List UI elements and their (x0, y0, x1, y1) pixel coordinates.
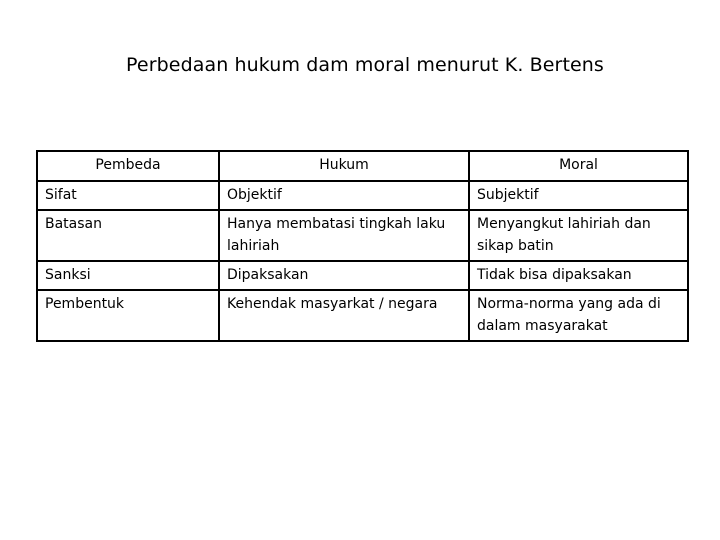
moral-cell: Tidak bisa dipaksakan (469, 261, 688, 290)
comparison-table (36, 150, 689, 342)
moral-cell: Norma-norma yang ada di dalam masyarakat (469, 290, 688, 341)
hukum-cell: Hanya membatasi tingkah laku lahiriah (219, 210, 469, 261)
hukum-cell: Objektif (219, 181, 469, 210)
table-row (37, 261, 688, 290)
row-label: Pembentuk (37, 290, 219, 341)
row-label: Sanksi (37, 261, 219, 290)
moral-cell: Menyangkut lahiriah dan sikap batin (469, 210, 688, 261)
row-label: Sifat (37, 181, 219, 210)
header-pembeda: Pembeda (37, 151, 219, 181)
row-label: Batasan (37, 210, 219, 261)
hukum-cell: Kehendak masyarkat / negara (219, 290, 469, 341)
moral-cell: Subjektif (469, 181, 688, 210)
table-header-row (37, 151, 688, 181)
header-hukum: Hukum (219, 151, 469, 181)
slide-title: Perbedaan hukum dam moral menurut K. Bertens (126, 54, 604, 76)
hukum-cell: Dipaksakan (219, 261, 469, 290)
table-row (37, 210, 688, 261)
table-row (37, 290, 688, 341)
table-row (37, 181, 688, 210)
header-moral: Moral (469, 151, 688, 181)
